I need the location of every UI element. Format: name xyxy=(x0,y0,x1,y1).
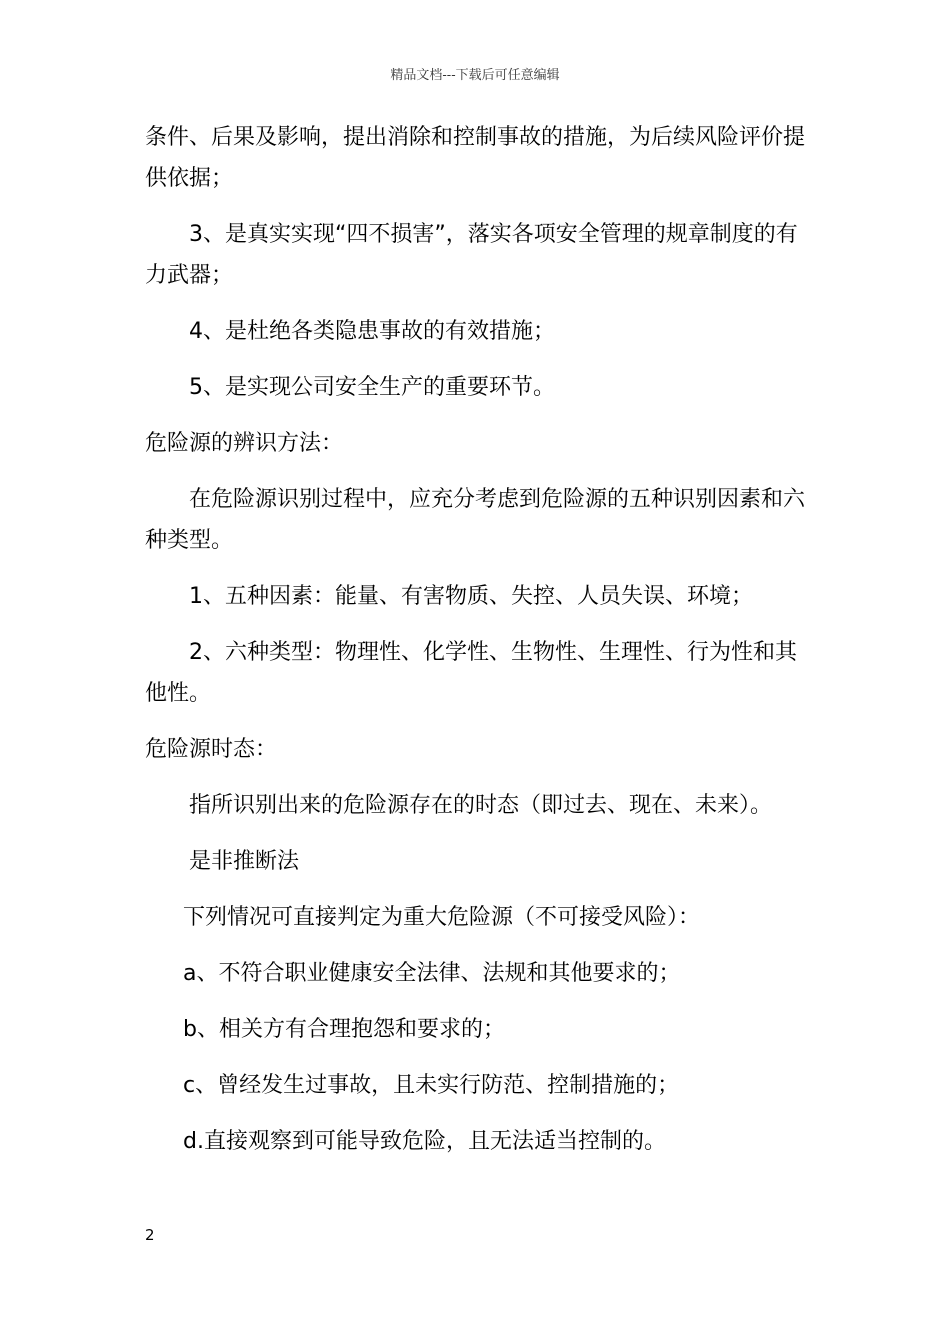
list-item-a: a、不符合职业健康安全法律、法规和其他要求的； xyxy=(183,961,681,986)
page-number: 2 xyxy=(145,1226,155,1244)
section-heading-identification-method: 危险源的辨识方法： xyxy=(145,431,344,456)
list-item-c: c、曾经发生过事故，且未实行防范、控制措施的； xyxy=(183,1073,680,1098)
page-header: 精品文档---下载后可任意编辑 xyxy=(390,68,560,83)
paragraph-identification-process: 在危险源识别过程中，应充分考虑到危险源的五种识别因素和六种类型。 xyxy=(145,487,806,553)
list-item-d: d.直接观察到可能导致危险，且无法适当控制的。 xyxy=(183,1129,666,1154)
list-item-b: b、相关方有合理抱怨和要求的； xyxy=(183,1017,505,1042)
paragraph-item-3: 3、是真实实现“四不损害”，落实各项安全管理的规章制度的有力武器； xyxy=(145,222,798,288)
paragraph-item-4: 4、是杜绝各类隐患事故的有效措施； xyxy=(189,319,555,344)
paragraph-major-hazard-criteria: 下列情况可直接判定为重大危险源（不可接受风险）： xyxy=(183,905,701,930)
document-body xyxy=(145,117,810,1177)
paragraph-tense-definition: 指所识别出来的危险源存在的时态（即过去、现在、未来）。 xyxy=(189,793,773,818)
section-heading-hazard-tense: 危险源时态： xyxy=(145,737,278,762)
paragraph-five-factors: 1、五种因素：能量、有害物质、失控、人员失误、环境； xyxy=(189,584,753,609)
paragraph-yes-no-method: 是非推断法 xyxy=(189,849,300,874)
paragraph-six-types: 2、六种类型：物理性、化学性、生物性、生理性、行为性和其他性。 xyxy=(145,640,797,706)
paragraph-item-5: 5、是实现公司安全生产的重要环节。 xyxy=(189,375,555,400)
paragraph-conditions: 条件、后果及影响，提出消除和控制事故的措施，为后续风险评价提供依据； xyxy=(145,125,806,191)
